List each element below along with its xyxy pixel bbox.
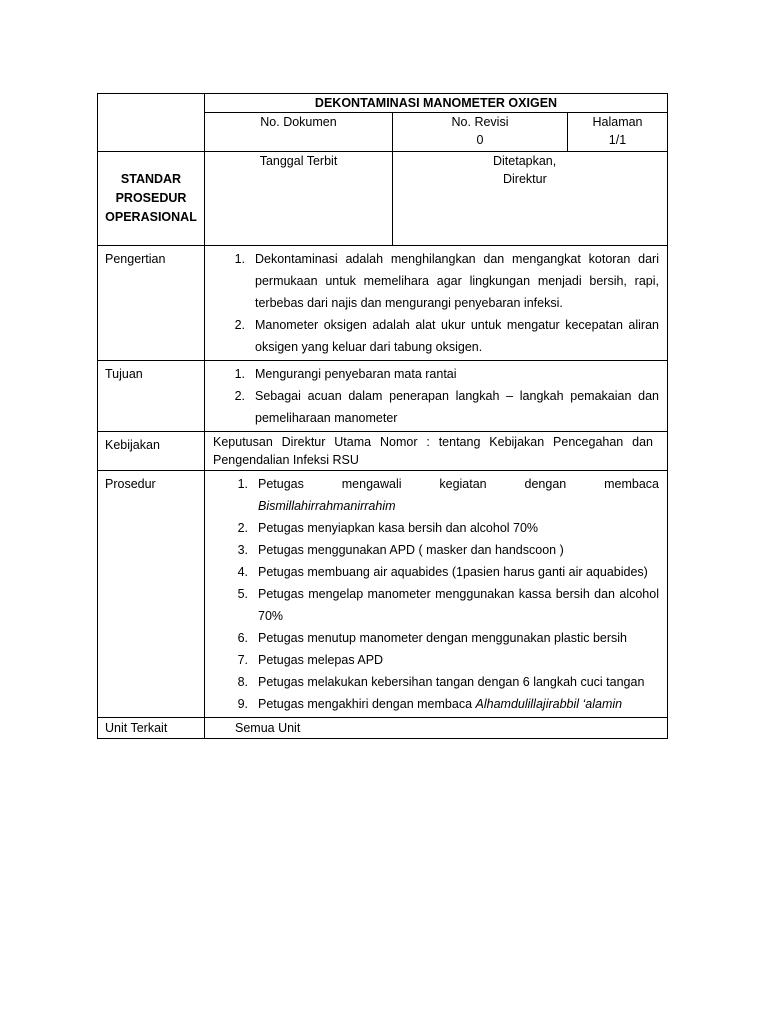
kebijakan-text: Keputusan Direktur Utama Nomor : tentang Kebijakan Pencegahan dan Pengendalian Infeksi RSU [205,432,668,471]
tujuan-item-text-main: Mengurangi penyebaran mata rantai [255,367,457,381]
sop-label-line3: OPERASIONAL [105,210,197,224]
prosedur-item-text-main: Petugas mengakhiri dengan membaca [258,697,473,711]
prosedur-item [205,517,659,539]
no-dokumen-cell [205,113,393,152]
tanggal-terbit-cell [205,152,393,246]
prosedur-item-text [258,693,659,715]
prosedur-item [205,473,659,517]
prosedur-content [205,471,668,718]
prosedur-item-text [258,649,659,671]
prosedur-item-number: 1. [237,477,248,491]
tujuan-item [205,385,659,429]
halaman-cell [568,113,668,152]
sop-table [97,93,668,739]
prosedur-item-text-main: Petugas membuang air aquabides (1pasien harus ganti air aquabides) [258,565,648,579]
prosedur-item-text-main: Petugas menggunakan APD ( masker dan handscoon ) [258,543,564,557]
unit-terkait-text: Semua Unit [205,718,668,739]
kebijakan-label: Kebijakan [98,432,205,471]
pengertian-item-text-main: Manometer oksigen adalah alat ukur untuk mengatur kecepatan aliran oksigen yang keluar dari tabung oksigen. [255,318,659,354]
sop-label [98,152,205,246]
tujuan-item-text [255,363,659,385]
pengertian-item-number: 1. [234,252,245,266]
prosedur-item-text [258,539,659,561]
prosedur-item-text-main: Petugas menutup manometer dengan menggunakan plastic bersih [258,631,627,645]
prosedur-label: Prosedur [98,471,205,718]
prosedur-item-number: 3. [237,543,248,557]
prosedur-item-italic: Alhamdulillajirabbil ‘alamin [475,697,623,711]
no-revisi-value: 0 [476,133,484,147]
prosedur-item [205,539,659,561]
sop-label-line2: PROSEDUR [115,191,187,205]
prosedur-item-text-main: Petugas menyiapkan kasa bersih dan alcohol 70% [258,521,539,535]
prosedur-item-number: 6. [237,631,248,645]
prosedur-item-number: 5. [237,587,248,601]
prosedur-item-text [258,583,659,627]
prosedur-item-number: 8. [237,675,248,689]
prosedur-item-italic: Bismillahirrahmanirrahim [258,499,396,513]
prosedur-item-text-main: Petugas melakukan kebersihan tangan dengan 6 langkah cuci tangan [258,675,645,689]
pengertian-content [205,246,668,361]
tujuan-item-number: 1. [234,367,245,381]
prosedur-item [205,583,659,627]
pengertian-label: Pengertian [98,246,205,361]
prosedur-item-text-main: Petugas mengawali kegiatan dengan membaca [258,477,659,491]
direktur-label: Direktur [503,172,547,186]
tujuan-item-text-main: Sebagai acuan dalam penerapan langkah – langkah pemakaian dan pemeliharaan manometer [255,389,659,425]
pengertian-item-text-main: Dekontaminasi adalah menghilangkan dan mengangkat kotoran dari permukaan untuk memelihara agar lingkungan menjadi bersih, rapi, terbebas dari najis dan mengurangi penyebaran infeksi. [255,252,659,310]
logo-cell [98,94,205,152]
pengertian-item-number: 2. [234,318,245,332]
tujuan-label: Tujuan [98,361,205,432]
halaman-value: 1/1 [608,133,627,147]
ditetapkan-label: Ditetapkan, [493,154,557,168]
tanggal-terbit-label: Tanggal Terbit [259,154,338,168]
prosedur-item [205,561,659,583]
tujuan-list [205,361,667,431]
pengertian-item [205,248,659,314]
prosedur-item-number: 2. [237,521,248,535]
pengertian-list [205,246,667,360]
prosedur-item-text-main: Petugas mengelap manometer menggunakan kassa bersih dan alcohol 70% [258,587,659,623]
no-revisi-cell [393,113,568,152]
halaman-label: Halaman [592,115,643,129]
pengertian-item [205,314,659,358]
tujuan-content [205,361,668,432]
prosedur-item-number: 9. [237,697,248,711]
prosedur-item [205,693,659,715]
pengertian-item-text [255,314,659,358]
pengertian-item-text [255,248,659,314]
ditetapkan-cell [393,152,668,246]
no-revisi-label: No. Revisi [451,115,509,129]
prosedur-item [205,671,659,693]
prosedur-item [205,649,659,671]
prosedur-item-number: 4. [237,565,248,579]
document-title: DEKONTAMINASI MANOMETER OXIGEN [205,94,668,113]
prosedur-item-text [258,561,659,583]
sop-label-line1: STANDAR [120,172,182,186]
prosedur-item-text [258,627,659,649]
tujuan-item [205,363,659,385]
tujuan-item-number: 2. [234,389,245,403]
unit-terkait-label: Unit Terkait [98,718,205,739]
prosedur-item-text [258,473,659,517]
prosedur-list [205,471,667,717]
prosedur-item-number: 7. [237,653,248,667]
tujuan-item-text [255,385,659,429]
no-dokumen-label: No. Dokumen [260,115,337,129]
prosedur-item [205,627,659,649]
prosedur-item-text-main: Petugas melepas APD [258,653,384,667]
prosedur-item-text [258,671,659,693]
prosedur-item-text [258,517,659,539]
